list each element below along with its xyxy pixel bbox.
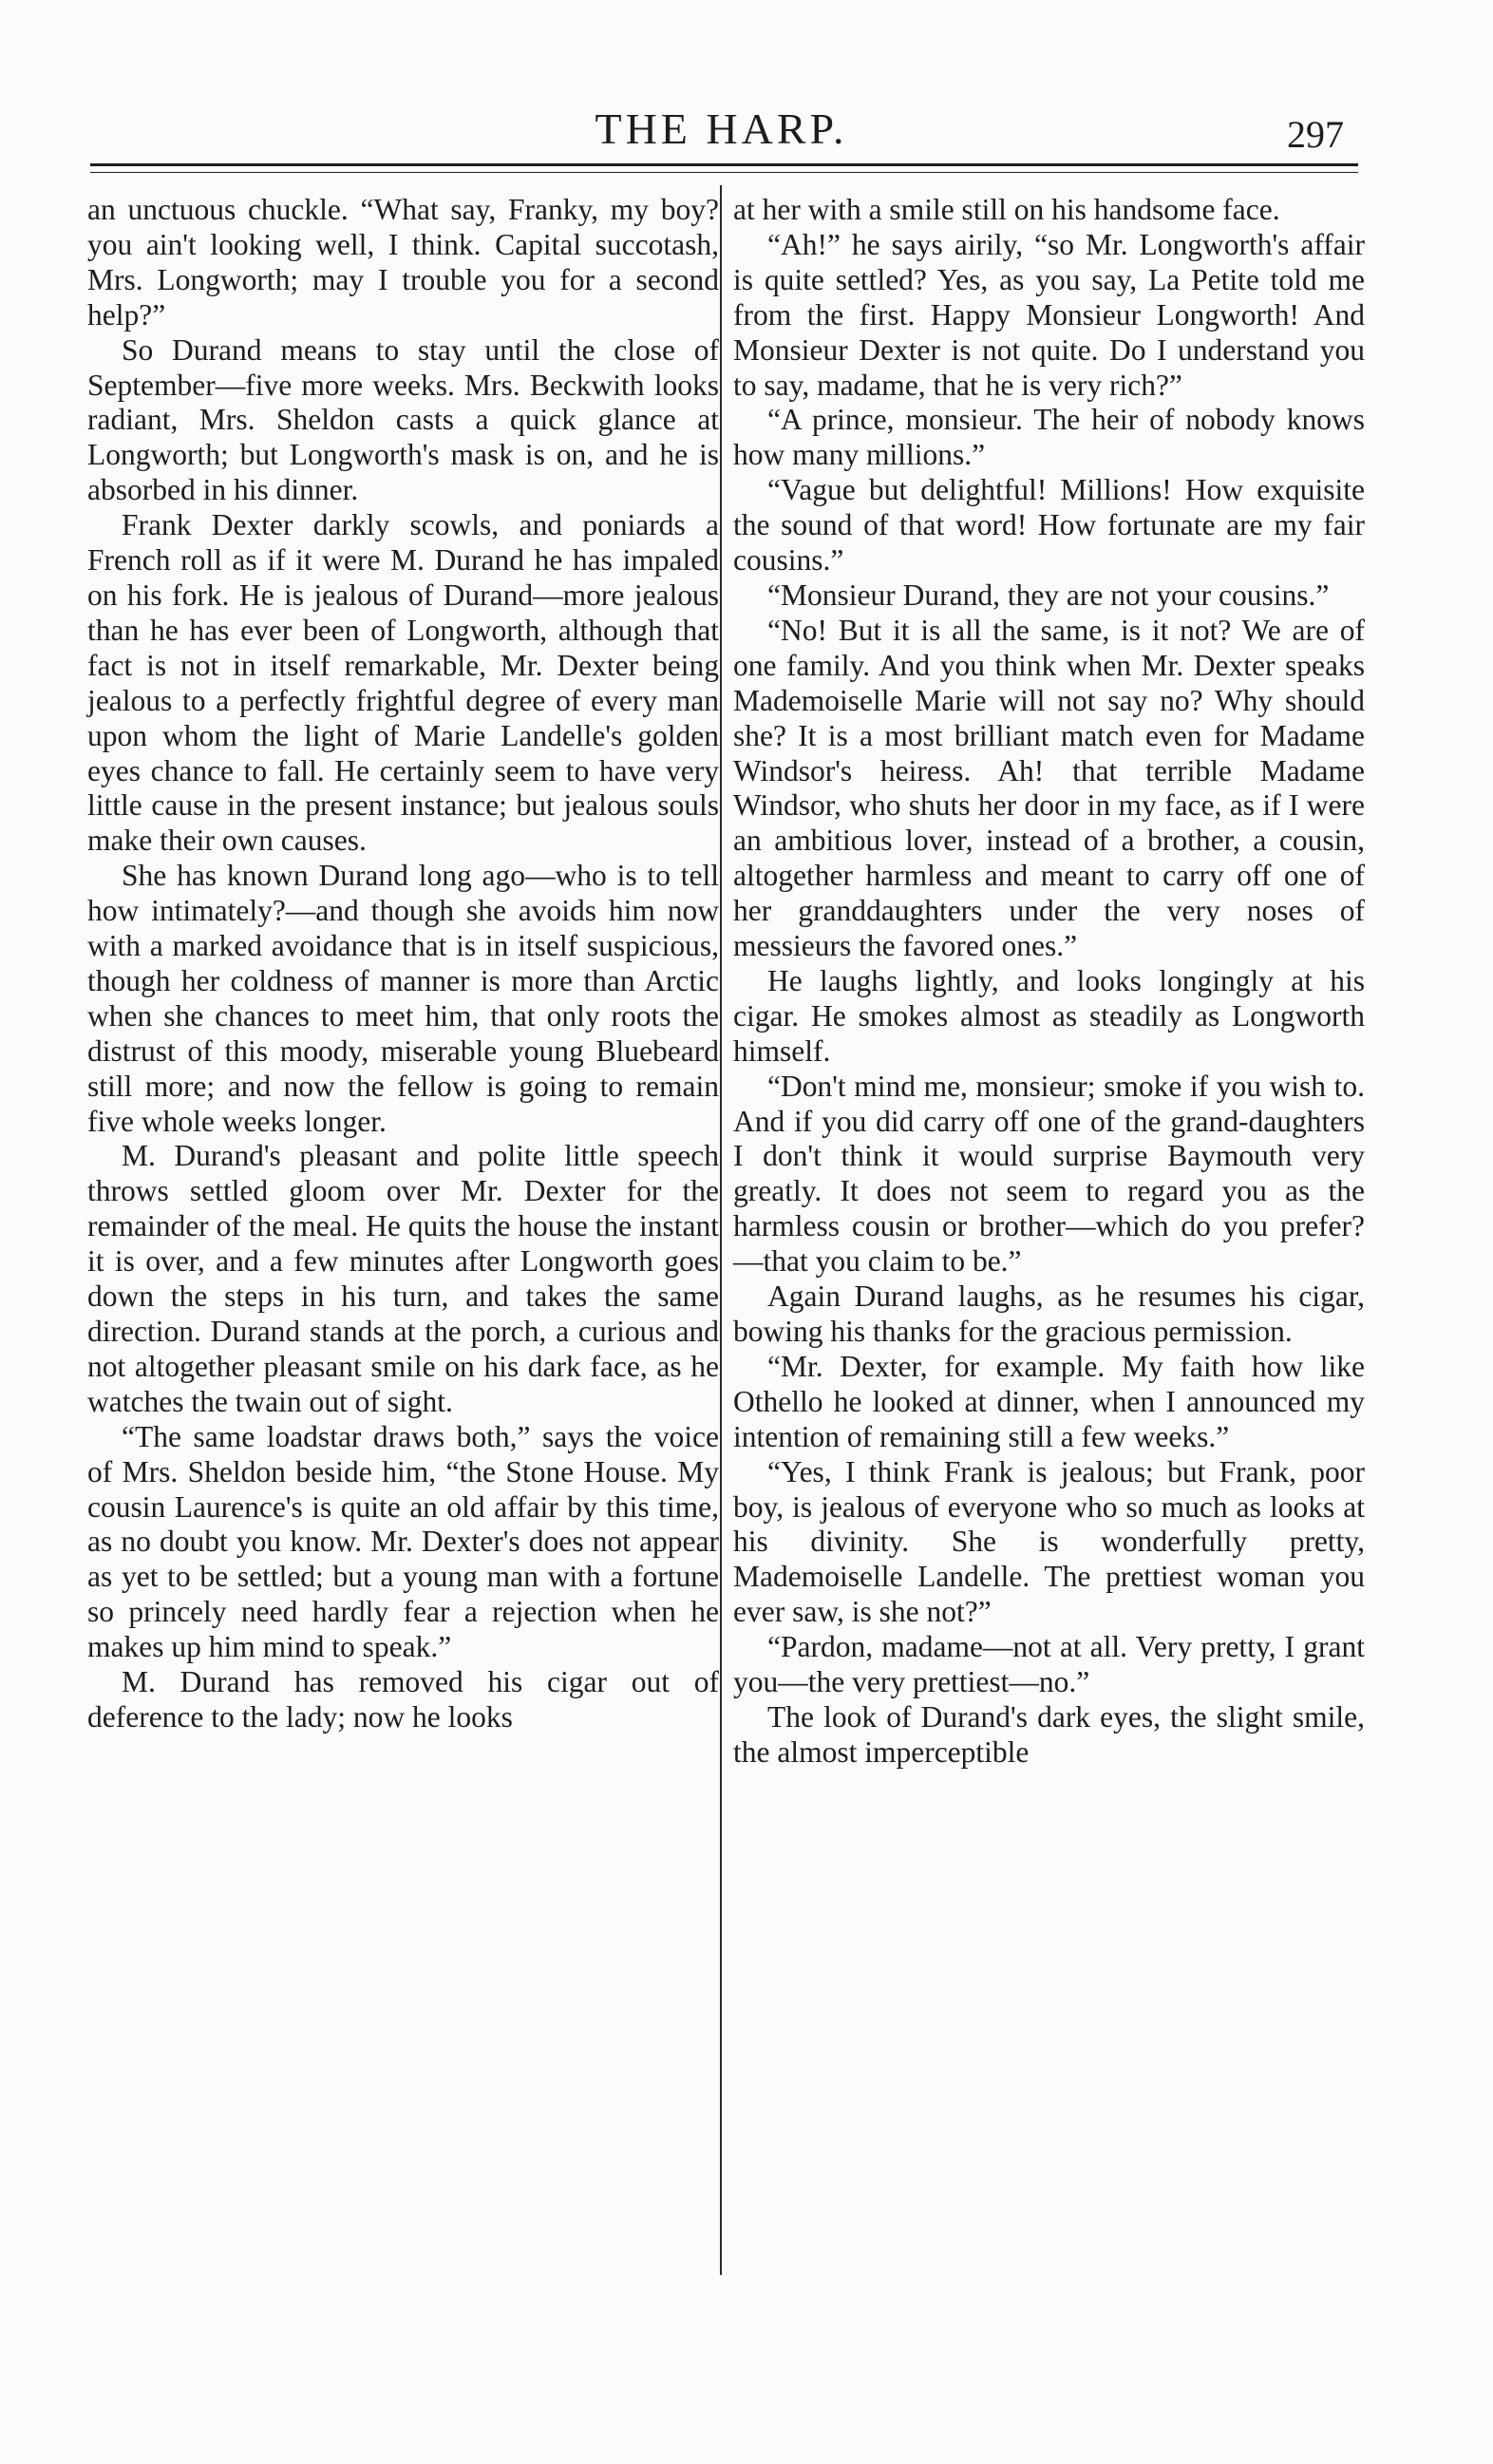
paragraph: at her with a smile still on his handsome face. (733, 193, 1280, 226)
page-number: 297 (1287, 113, 1344, 156)
paragraph: She has known Durand long ago—who is to tell how intimately?—and though she avoids him now with a marked avoidance that is in itself suspicious, though her coldness of manner is more than Arctic when she chances to meet him, that only roots the distrust of this moody, miserable young Bluebeard still more; and now the fellow is going to remain five whole weeks longer. (87, 859, 719, 1138)
paragraph: “Mr. Dexter, for example. My faith how like Othello he looked at dinner, when I announced my intention of remaining still a few weeks.” (733, 1349, 1365, 1453)
paragraph: “No! But it is all the same, is it not? We are of one family. And you think when Mr. Dexter speaks Mademoiselle Marie will not say no? Why should she? It is a most brilliant match even for Madame Windsor's heiress. Ah! that terrible Madame Windsor, who shuts her door in my face, as if I were an ambitious lover, instead of a brother, a cousin, altogether harmless and meant to carry off one of her granddaughters under the very noses of messieurs the favored ones.” (733, 613, 1365, 963)
paragraph: “Yes, I think Frank is jealous; but Frank, poor boy, is jealous of everyone who so much as looks at his divinity. She is wonderfully pretty, Mademoiselle Landelle. The prettiest woman you ever saw, is she not?” (733, 1454, 1365, 1629)
paragraph: So Durand means to stay until the close of September—five more weeks. Mrs. Beckwith looks radiant, Mrs. Sheldon casts a quick glance at Longworth; but Longworth's mask is on, and he is absorbed in his dinner. (87, 332, 719, 507)
paragraph: “A prince, monsieur. The heir of nobody knows how many millions.” (733, 403, 1365, 472)
running-head (87, 103, 1355, 169)
paragraph: The look of Durand's dark eyes, the slight smile, the almost imperceptible (733, 1699, 1365, 1769)
paragraph: an unctuous chuckle. “What say, Franky, my boy? you ain't looking well, I think. Capital succotash, Mrs. Longworth; may I trouble you for a second help?” (87, 193, 719, 332)
column-divider (720, 185, 722, 2275)
paragraph: “Vague but delightful! Millions! How exquisite the sound of that word! How fortunate are my fair cousins.” (733, 473, 1365, 578)
journal-title: THE HARP. (595, 104, 848, 153)
header-rule-thin (90, 172, 1358, 173)
paragraph: M. Durand's pleasant and polite little speech throws settled gloom over Mr. Dexter for the remainder of the meal. He quits the house the instant it is over, and a few minutes after Longworth goes down the steps in his turn, and takes the same direction. Durand stands at the porch, a curious and not altogether pleasant smile on his dark face, as he watches the twain out of sight. (87, 1139, 719, 1418)
paragraph: “The same loadstar draws both,” says the voice of Mrs. Sheldon beside him, “the Stone House. My cousin Laurence's is quite an old affair by this time, as no doubt you know. Mr. Dexter's does not appear as yet to be settled; but a young man with a fortune so princely need hardly fear a rejection when he makes up him mind to speak.” (87, 1419, 719, 1664)
paragraph: “Ah!” he says airily, “so Mr. Longworth's affair is quite settled? Yes, as you say, La Petite told me from the first. Happy Monsieur Longworth! And Monsieur Dexter is not quite. Do I understand you to say, madame, that he is very rich?” (733, 227, 1365, 402)
paragraph: “Don't mind me, monsieur; smoke if you wish to. And if you did carry off one of the grand-daughters I don't think it would surprise Baymouth very greatly. It does not seem to regard you as the harmless cousin or brother—which do you prefer?—that you claim to be.” (733, 1069, 1365, 1279)
paragraph: Again Durand laughs, as he resumes his cigar, bowing his thanks for the gracious permission. (733, 1279, 1365, 1348)
header-rule-thick (90, 163, 1358, 166)
paragraph: “Monsieur Durand, they are not your cousins.” (767, 578, 1330, 612)
paragraph: “Pardon, madame—not at all. Very pretty, I grant you—the very prettiest—no.” (733, 1630, 1365, 1699)
paragraph: He laughs lightly, and looks longingly at his cigar. He smokes almost as steadily as Longworth himself. (733, 963, 1365, 1068)
left-column (87, 193, 719, 1735)
right-column (733, 193, 1365, 1771)
paragraph: M. Durand has removed his cigar out of deference to the lady; now he looks (87, 1665, 719, 1734)
paragraph: Frank Dexter darkly scowls, and poniards a French roll as if it were M. Durand he has impaled on his fork. He is jealous of Durand—more jealous than he has ever been of Longworth, although that fact is not in itself remarkable, Mr. Dexter being jealous to a perfectly frightful degree of every man upon whom the light of Marie Landelle's golden eyes chance to fall. He certainly seem to have very little cause in the present instance; but jealous souls make their own causes. (87, 508, 719, 858)
